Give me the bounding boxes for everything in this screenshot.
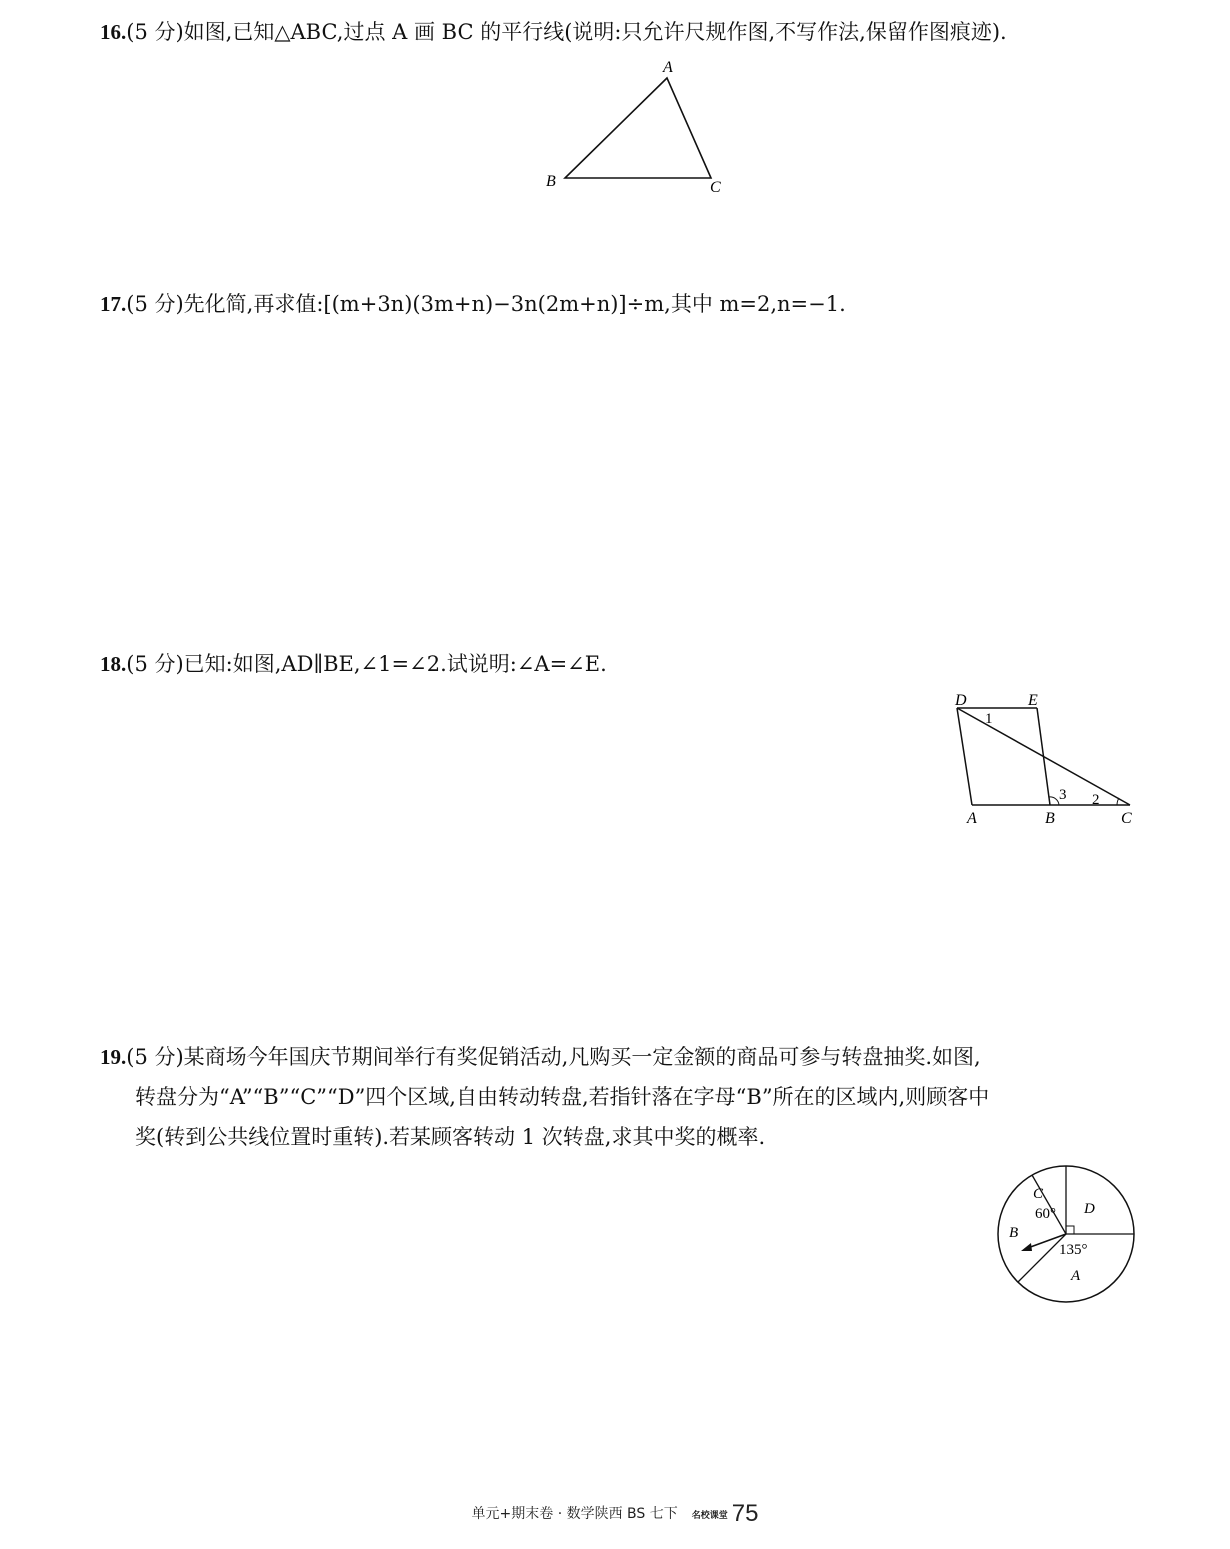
question-text: (5 分)先化简,再求值:[(m+3n)(3m+n)−3n(2m+n)]÷m,其中 m=2,n=−1.: [126, 292, 846, 316]
label-c: C: [1121, 810, 1132, 827]
question-text: (5 分)某商场今年国庆节期间举行有奖促销活动,凡购买一定金额的商品可参与转盘抽奖.如图,: [126, 1045, 981, 1069]
triangle-abc-figure: [540, 55, 730, 200]
question-text: (5 分)已知:如图,AD∥BE,∠1=∠2.试说明:∠A=∠E.: [126, 652, 607, 676]
spinner-figure: [995, 1163, 1140, 1308]
spinner-pointer-head: [1021, 1243, 1032, 1251]
label-a: A: [1071, 1268, 1081, 1284]
label-a: A: [663, 59, 673, 76]
question-17: [100, 284, 846, 324]
label-c: C: [710, 179, 721, 196]
label-b: B: [1045, 810, 1055, 827]
triangle-abc: [565, 78, 711, 178]
question-number: 17.: [100, 292, 127, 316]
right-angle-mark: [1066, 1226, 1074, 1234]
angle-label-1: 1: [985, 711, 993, 727]
question-number: 19.: [100, 1045, 127, 1069]
label-e: E: [1028, 692, 1038, 709]
question-line-3: 奖(转到公共线位置时重转).若某顾客转动 1 次转盘,求其中奖的概率.: [135, 1125, 766, 1149]
angle-label-60: 60°: [1035, 1206, 1056, 1222]
label-c: C: [1033, 1186, 1044, 1202]
spinner-divider-upper-left: [1032, 1175, 1066, 1234]
angle-label-3: 3: [1059, 787, 1067, 803]
angle-2-arc: [1117, 798, 1119, 805]
page-number: 75: [731, 1500, 759, 1527]
page-footer: [0, 1500, 1230, 1528]
question-number: 16.: [100, 20, 127, 44]
question-line-2: 转盘分为“A”“B”“C”“D”四个区域,自由转动转盘,若指针落在字母“B”所在的区域内,则顾客中: [135, 1085, 990, 1109]
question-line-1: [100, 1037, 989, 1077]
question-18: [100, 644, 607, 684]
question-19: [100, 1037, 989, 1157]
segment-da: [957, 708, 972, 805]
footer-text: 单元+期末卷 · 数学陕西 BS 七下: [471, 1506, 678, 1522]
footer-brand: 名校课堂: [691, 1511, 728, 1521]
label-d: D: [955, 692, 967, 709]
label-b: B: [546, 173, 556, 190]
question-text: (5 分)如图,已知△ABC,过点 A 画 BC 的平行线(说明:只允许尺规作图,不写作法,保留作图痕迹).: [126, 20, 1007, 44]
parallel-lines-figure: [945, 685, 1145, 830]
angle-label-135: 135°: [1059, 1242, 1088, 1258]
segment-dc: [957, 708, 1130, 805]
label-b: B: [1009, 1225, 1019, 1241]
question-16: [100, 12, 1007, 52]
angle-label-2: 2: [1092, 792, 1100, 808]
label-d: D: [1084, 1201, 1095, 1217]
label-a: A: [967, 810, 977, 827]
question-number: 18.: [100, 652, 127, 676]
